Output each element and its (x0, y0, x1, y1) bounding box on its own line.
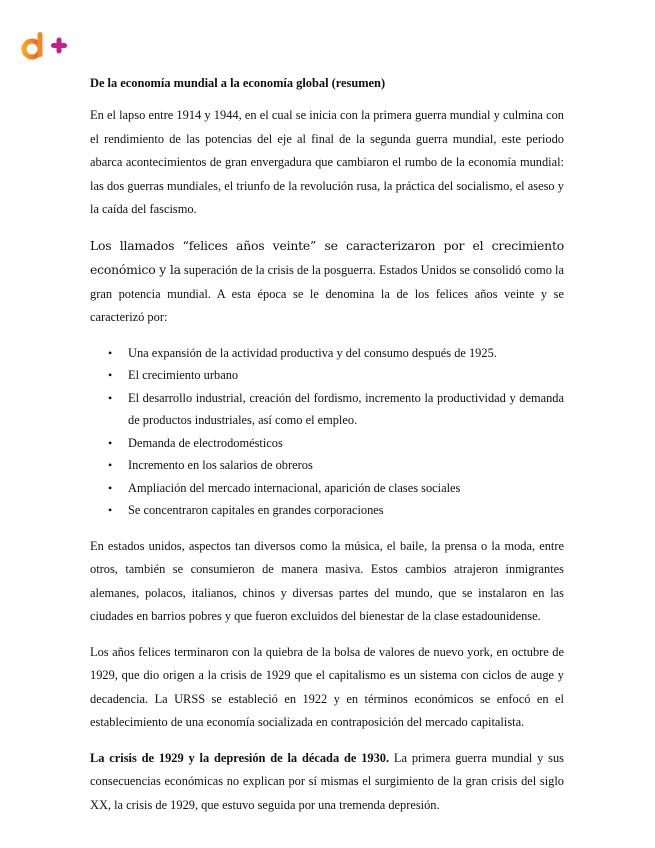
list-item: • Se concentraron capitales en grandes corporaciones (90, 499, 564, 522)
paragraph-anos-felices-terminaron: Los años felices terminaron con la quiebra de la bolsa de valores de nuevo york, en octubre de 1929, que dio origen a la crisis de 1929 que el capitalismo es un sistema con ciclos de auge y decadencia. La URSS se estableció en 1922 y en términos económicos se enfocó en el establecimiento de una economía socializada en contraposición del mercado capitalista. (90, 644, 564, 729)
document-title: De la economía mundial a la economía global (resumen) (90, 76, 386, 90)
paragraph-crisis-1929-body: La primera guerra mundial y sus consecuencias económicas no explican por sí mismas el surgimiento de la gran crisis del siglo XX, la crisis de 1929, que estuvo seguida por una tremenda depresión. (90, 750, 564, 812)
list-item: • Demanda de electrodomésticos (90, 432, 564, 455)
paragraph-felices-anos-veinte-rest: superación de la crisis de la posguerra. Estados Unidos se consolidó como la gran potencia mundial. A esta época se le denomina la de los felices años veinte y se caracterizó por: (90, 263, 564, 324)
list-item: • Una expansión de la actividad productiva y del consumo después de 1925. (90, 342, 564, 365)
paragraph-intro: En el lapso entre 1914 y 1944, en el cual se inicia con la primera guerra mundial y culmina con el rendimiento de las potencias del eje al final de la segunda guerra mundial, este periodo abarca acontecimientos de gran envergadura que cambiaron el rumbo de la economía mundial: las dos guerras mundiales, el triunfo de la revolución rusa, la práctica del socialismo, el aseso y la caída del fascismo. (90, 108, 564, 216)
list-item: • Ampliación del mercado internacional, aparición de clases sociales (90, 477, 564, 500)
paragraph-crisis-1929 (90, 747, 564, 818)
brand-logo (21, 30, 71, 62)
paragraph-crisis-1929-heading: La crisis de 1929 y la depresión de la década de 1930. (90, 750, 390, 765)
characteristics-list (90, 342, 564, 522)
d-plus-logo-icon (21, 30, 71, 62)
list-item: • El desarrollo industrial, creación del fordismo, incremento la productividad y demanda de productos industriales, así como el empleo. (90, 387, 564, 432)
paragraph-estados-unidos: En estados unidos, aspectos tan diversos como la música, el baile, la prensa o la moda, entre otros, también se consumieron de manera masiva. Estos cambios atrajeron inmigrantes alemanes, polacos, italianos, chinos y diversas partes del mundo, que se instalaron en las ciudades en barrios pobres y que fueron excluidos del bienestar de la clase estadounidense. (90, 538, 564, 623)
list-item: • El crecimiento urbano (90, 364, 564, 387)
list-item: • Incremento en los salarios de obreros (90, 454, 564, 477)
paragraph-felices-anos-veinte (90, 234, 564, 330)
paragraph-felices-anos-veinte-first-line: Los llamados “felices años veinte” se caracterizaron por el crecimiento económico y la (90, 237, 564, 277)
document-page (90, 74, 564, 829)
